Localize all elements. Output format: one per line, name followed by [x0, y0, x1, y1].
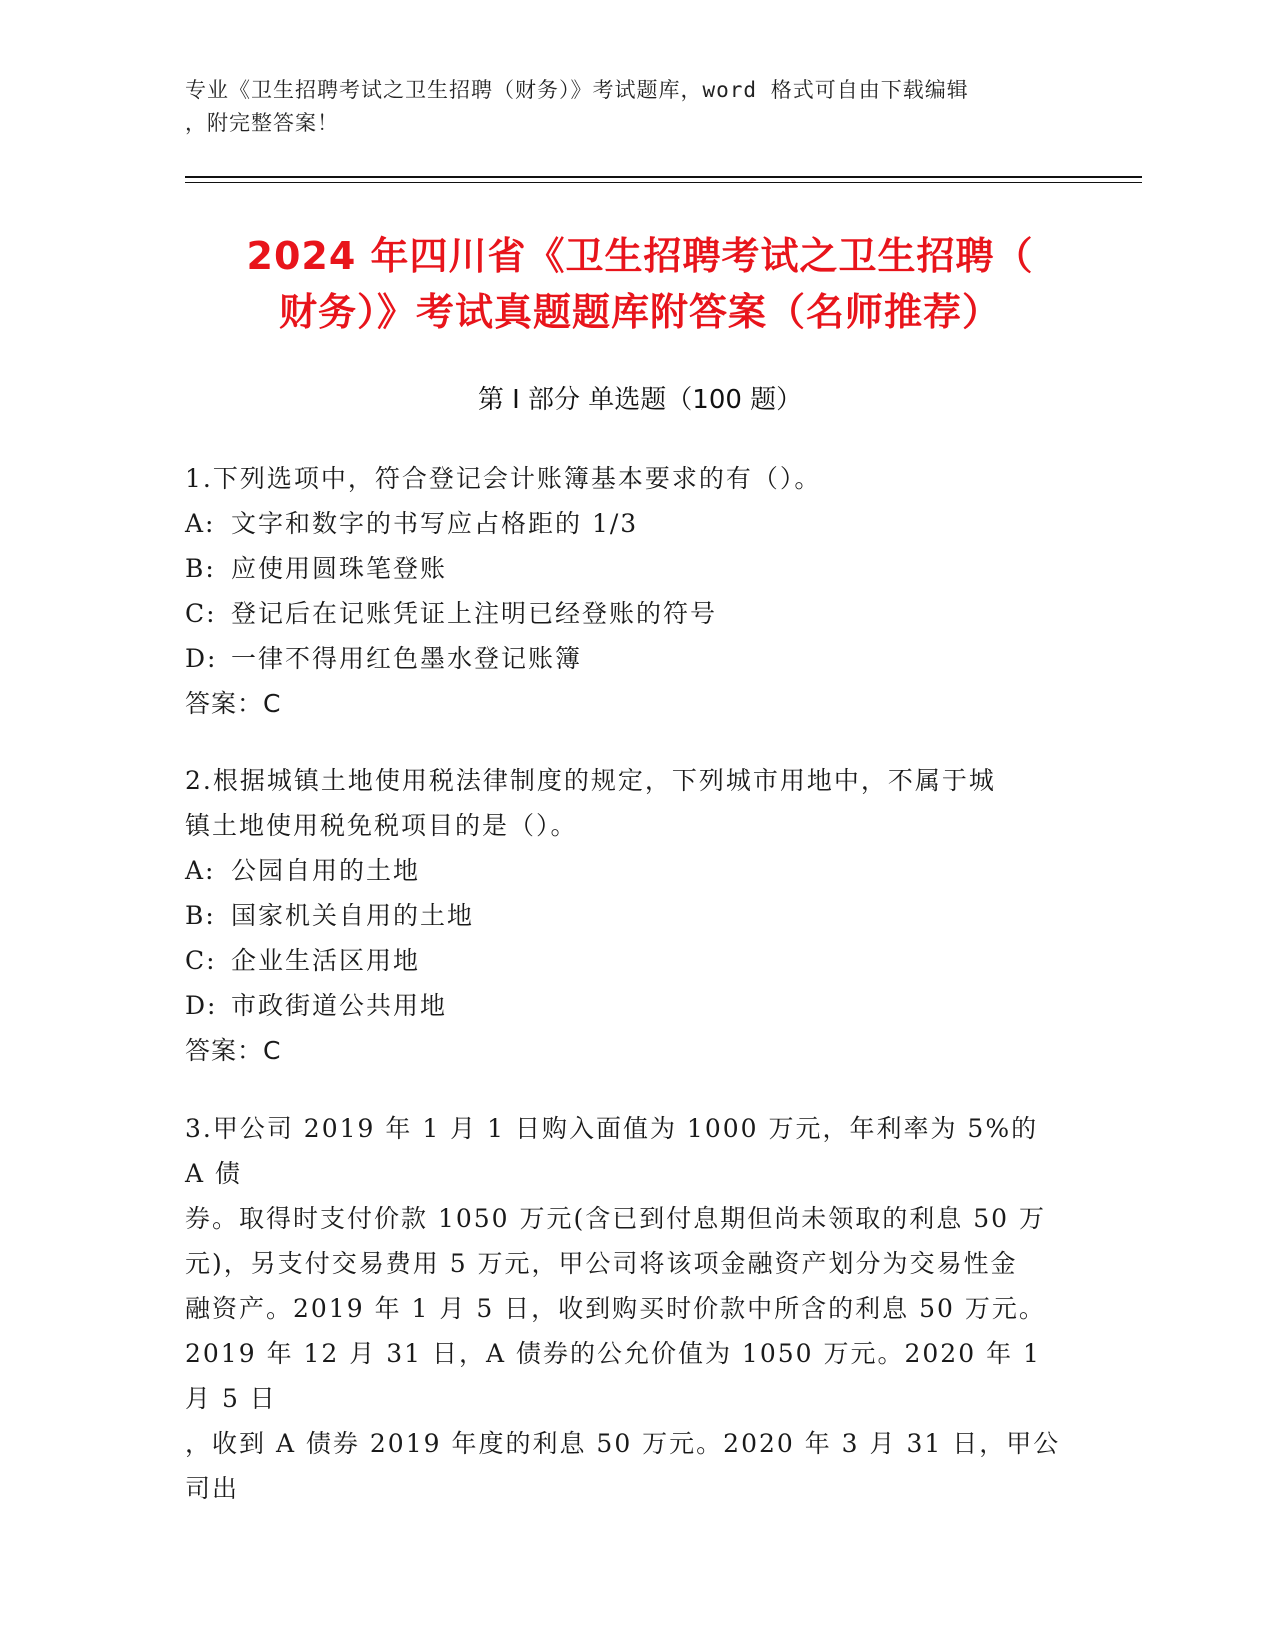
option-text: 应使用圆珠笔登账	[231, 554, 448, 583]
document-title	[185, 228, 1095, 340]
question-3	[185, 1106, 1065, 1511]
question-stem-line: 2.根据城镇土地使用税法律制度的规定，下列城市用地中，不属于城	[185, 766, 996, 795]
question-stem-line: 元)，另支付交易费用 5 万元，甲公司将该项金融资产划分为交易性金	[185, 1249, 1018, 1278]
question-stem-line: 融资产。2019 年 1 月 5 日，收到购买时价款中所含的利息 50 万元。	[185, 1294, 1046, 1323]
option-a	[185, 848, 1065, 893]
header-note-line-2: ，附完整答案！	[185, 111, 339, 135]
option-c	[185, 591, 1065, 636]
option-key: C:	[185, 946, 217, 975]
question-stem-line: 3.甲公司 2019 年 1 月 1 日购入面值为 1000 万元，年利率为 5%的 A 债	[185, 1114, 1039, 1188]
option-text: 一律不得用红色墨水登记账簿	[231, 644, 583, 673]
document-title-line-1: 2024 年四川省《卫生招聘考试之卫生招聘（	[246, 234, 1034, 278]
header-divider-thick	[185, 176, 1142, 178]
option-b	[185, 893, 1065, 938]
option-key: C:	[185, 599, 217, 628]
option-a	[185, 501, 1065, 546]
document-title-line-2: 财务）》考试真题题库附答案（名师推荐）	[278, 290, 1001, 334]
question-stem-line: 2019 年 12 月 31 日，A 债券的公允价值为 1050 万元。2020 年 1 月 5 日	[185, 1339, 1041, 1413]
header-note-line-1: 专业《卫生招聘考试之卫生招聘（财务）》考试题库，word 格式可自由下载编辑	[185, 78, 969, 102]
section-title: 第 I 部分 单选题（100 题）	[477, 385, 803, 415]
option-b	[185, 546, 1065, 591]
option-text: 文字和数字的书写应占格距的 1/3	[231, 509, 639, 538]
question-1	[185, 456, 1065, 726]
option-key: B:	[185, 554, 216, 583]
option-key: B:	[185, 901, 216, 930]
option-d	[185, 983, 1065, 1028]
option-text: 登记后在记账凭证上注明已经登账的符号	[231, 599, 718, 628]
question-stem-line: ，收到 A 债券 2019 年度的利息 50 万元。2020 年 3 月 31 日，甲公司出	[185, 1429, 1061, 1503]
option-text: 市政街道公共用地	[231, 991, 448, 1020]
option-text: 公园自用的土地	[231, 856, 421, 885]
option-key: A:	[185, 856, 216, 885]
option-key: A:	[185, 509, 216, 538]
option-key: D:	[185, 644, 218, 673]
option-c	[185, 938, 1065, 983]
header-divider-thin	[185, 182, 1142, 183]
option-key: D:	[185, 991, 218, 1020]
answer: 答案：C	[185, 689, 282, 718]
question-stem-line: 券。取得时支付价款 1050 万元(含已到付息期但尚未领取的利息 50 万	[185, 1204, 1046, 1233]
question-stem-line: 镇土地使用税免税项目的是（）。	[185, 811, 578, 840]
header-note	[185, 74, 1085, 140]
answer: 答案：C	[185, 1036, 282, 1065]
question-2	[185, 758, 1065, 1073]
option-d	[185, 636, 1065, 681]
question-stem: 1.下列选项中，符合登记会计账簿基本要求的有（）。	[185, 464, 822, 493]
option-text: 企业生活区用地	[231, 946, 421, 975]
option-text: 国家机关自用的土地	[231, 901, 475, 930]
